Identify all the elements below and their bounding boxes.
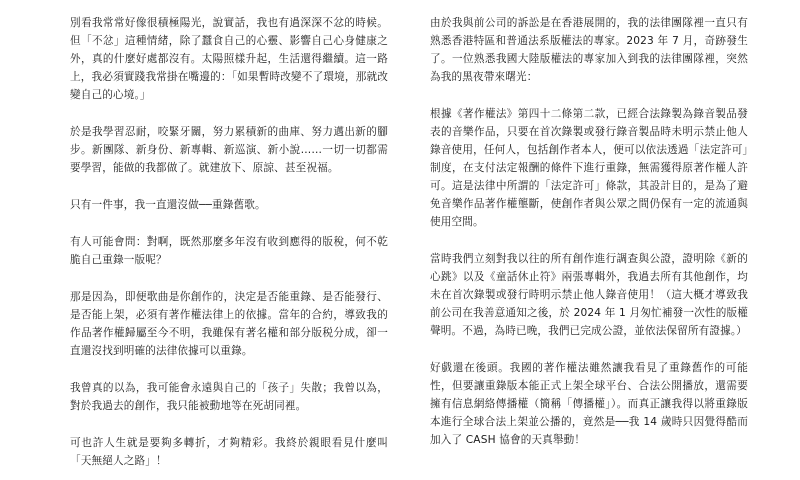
paragraph: 根據《著作權法》第四十二條第二款，已經合法錄製為錄音製品發表的音樂作品，只要在首次錄製或發行錄音製品時未明示禁止他人錄音使用，任何人，包括創作者本人，便可以依法透過「法定許可」制度，在支付法定報酬的條件下進行重錄，無需獲得原著作權人許可。這是法律中所謂的「法定許可」條款，其設計目的，是為了避免音樂作品著作權壟斷，使創作者與公眾之間仍保有一定的流通與使用空間。: [430, 108, 748, 228]
paragraph: 於是我學習忍耐，咬緊牙關，努力累積新的曲庫、努力邁出新的腳步。新團隊、新身份、新專輯、新巡演、新小說……一切一切都需要學習，能做的我都做了。就建放下、原諒、甚至祝福。: [70, 126, 388, 174]
paragraph: 只有一件事，我一直還沒做──重錄舊歌。: [70, 199, 266, 211]
paragraph: 別看我常常好像很積極陽光，說實話，我也有過深深不忿的時候。但「不忿」這種情緒，除了蠶食自己的心靈、影響自己心身健康之外，真的什麼好處都沒有。太陽照樣升起，生活還得繼續。這一路上，我必須實踐我常掛在嘴邊的：「如果暫時改變不了環境，那就改變自己的心境。」: [70, 17, 388, 101]
paragraph: 有人可能會問：對啊，既然那麼多年沒有收到應得的版稅，何不乾脆自己重錄一版呢？: [70, 236, 388, 266]
paragraph: 好戲還在後頭。我國的著作權法雖然讓我看見了重錄舊作的可能性，但要讓重錄版本能正式上架全球平台、合法公開播放，還需要擁有信息網絡傳播權（簡稱「傳播權」）。而真正讓我得以將重錄版本進行全球合法上架並公播的，竟然是──我 14 歲時只因覺得酷而加入了 CASH 協會的天真舉動！: [430, 362, 748, 446]
paragraph: 可也許人生就是要夠多轉折，才夠精彩。我終於親眼看見什麼叫「天無絕人之路」！: [70, 437, 388, 467]
paragraph: 我曾真的以為，我可能會永遠與自己的「孩子」失散；我曾以為，對於我過去的創作，我只能被動地等在死胡同裡。: [70, 382, 388, 412]
paragraph: 那是因為，即便歌曲是你創作的，決定是否能重錄、是否能發行、是否能上架，必須有著作權法律上的依據。當年的合約，導致我的作品著作權歸屬至今不明，我雖保有著名權和部分版税分成，卻一直還沒找到明確的法律依據可以重錄。: [70, 291, 388, 357]
left-page-column: [70, 14, 388, 480]
paragraph: 當時我們立刻對我以往的所有創作進行調查與公證，證明除《新的心跳》以及《童話休止符》兩張專輯外，我過去所有其他創作，均未在首次錄製或發行時明示禁止他人錄音使用！（這大概才導致我前公司在我善意通知之後，於 2024 年 1 月匆忙補發一次性的版權聲明。不過，為時已晚，我們已完成公證，並依法保留所有證據。）: [430, 253, 748, 337]
right-page-column: [430, 14, 748, 468]
paragraph: 由於我與前公司的訴訟是在香港展開的，我的法律團隊裡一直只有熟悉香港特區和普通法系版權法的專家。2023 年 7 月，奇跡發生了。一位熟悉我國大陸版權法的專家加入到我的法律團隊裡，突然為我的黑夜帶來曙光：: [430, 17, 748, 83]
